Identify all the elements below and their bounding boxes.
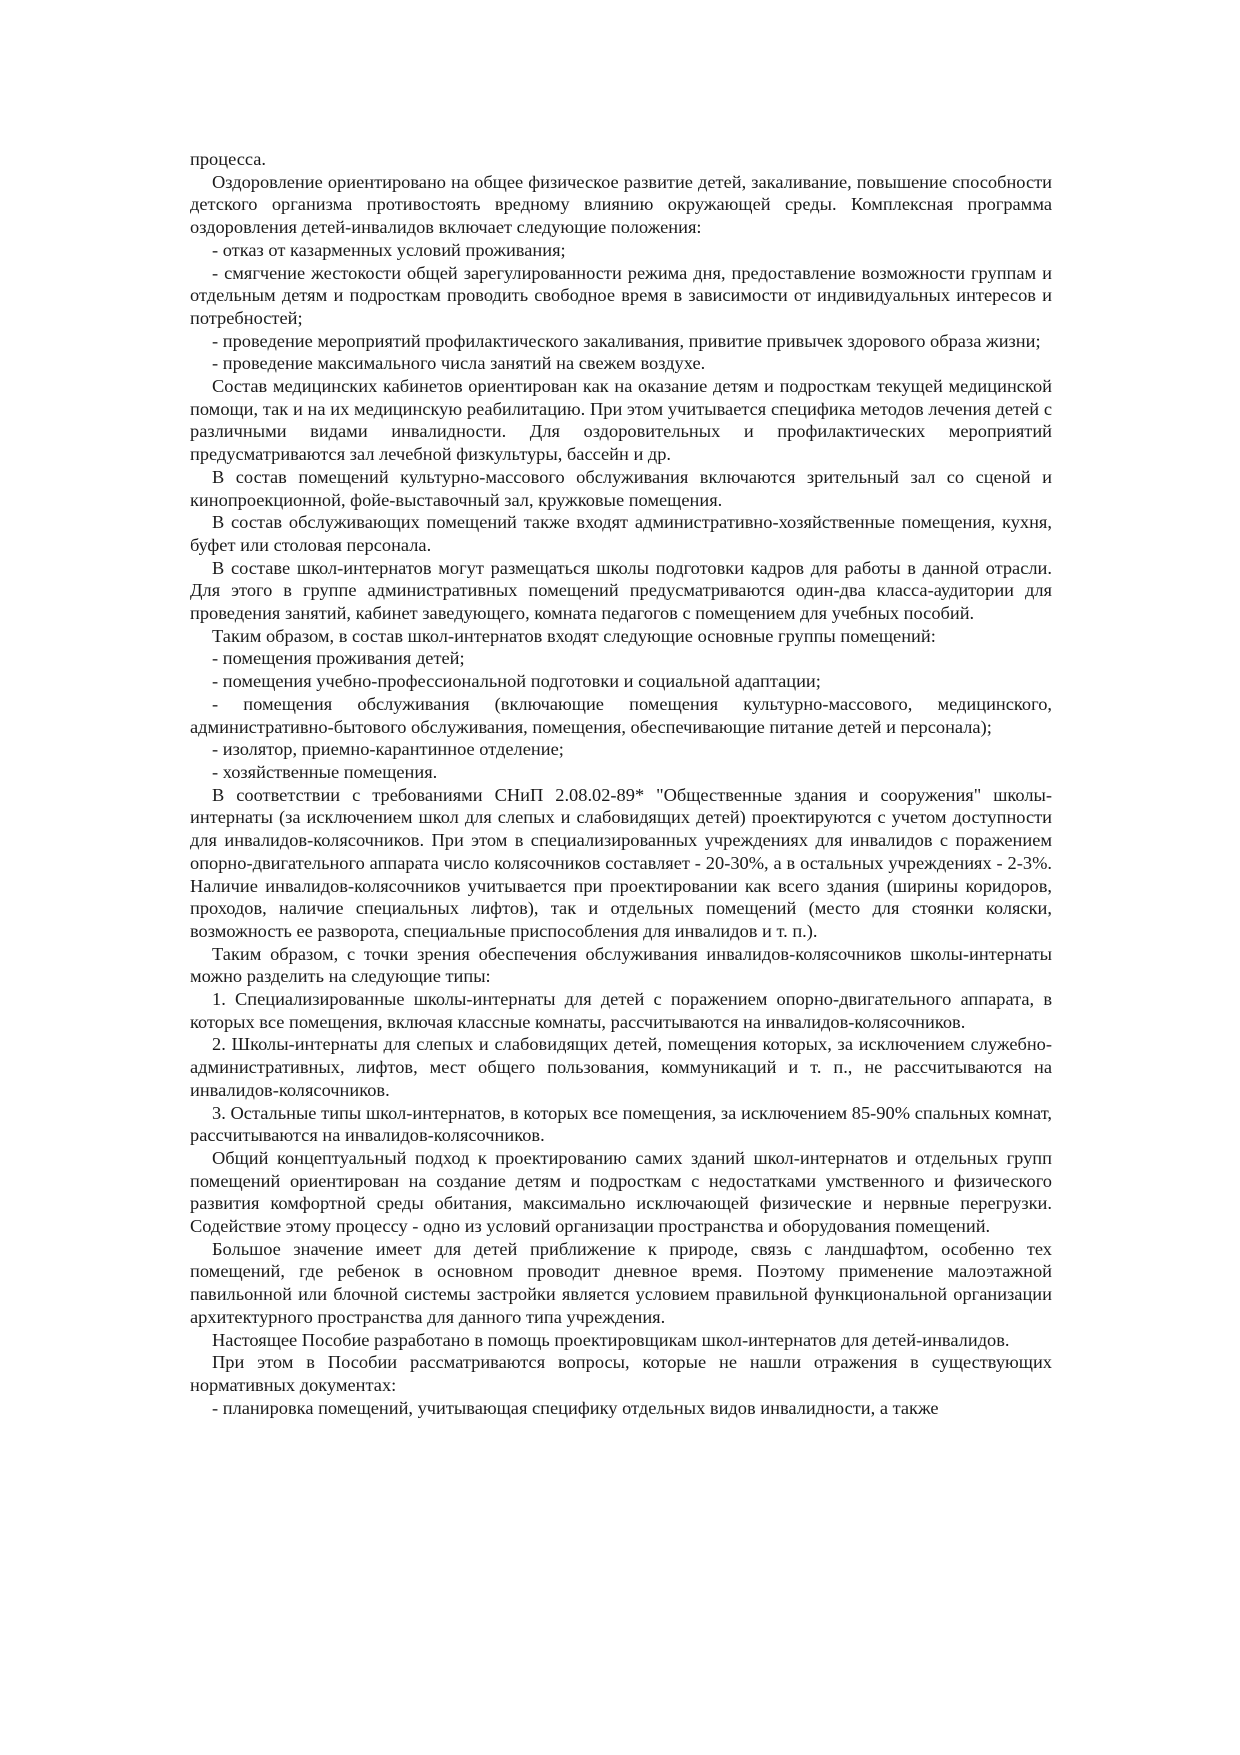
list-item: - помещения учебно-профессиональной подготовки и социальной адаптации; xyxy=(212,671,821,692)
list-item: - отказ от казарменных условий проживания; xyxy=(212,239,566,260)
paragraph: В составе школ-интернатов могут размещаться школы подготовки кадров для работы в данной отрасли. Для этого в группе административных помещений предусматриваются один-два класса-аудитории для проведения занятий, кабинет заведующего, комната педагогов с помещением для учебных пособий. xyxy=(190,557,1052,624)
list-item: - проведение мероприятий профилактического закаливания, привитие привычек здорового образа жизни; xyxy=(212,330,1041,351)
paragraph: процесса. xyxy=(190,149,267,169)
paragraph: Общий концептуальный подход к проектированию самих зданий школ-интернатов и отдельных групп помещений ориентирован на создание детям и подросткам с недостатками умственного и физического развития комфортной среды обитания, максимально исключающей физические и нервные перегрузки. Содействие этому процессу - одно из условий организации пространства и оборудования помещений. xyxy=(190,1147,1052,1237)
paragraph: Оздоровление ориентировано на общее физическое развитие детей, закаливание, повышение способности детского организма противостоять вредному влиянию окружающей среды. Комплексная программа оздоровления детей-инвалидов включает следующие положения: xyxy=(190,171,1052,238)
numbered-item: 2. Школы-интернаты для слепых и слабовидящих детей, помещения которых, за исключением служебно-административных, лифтов, мест общего пользования, коммуникаций и т. п., не рассчитываются на инвалидов-колясочников. xyxy=(190,1034,1052,1100)
list-item: - помещения проживания детей; xyxy=(212,648,465,669)
paragraph: В состав помещений культурно-массового обслуживания включаются зрительный зал со сценой и кинопроекционной, фойе-выставочный зал, кружковые помещения. xyxy=(190,466,1052,510)
document-page xyxy=(190,148,1052,1419)
paragraph: Таким образом, в состав школ-интернатов входят следующие основные группы помещений: xyxy=(212,625,936,646)
list-item: - помещения обслуживания (включающие помещения культурно-массового, медицинского, административно-бытового обслуживания, помещения, обеспечивающие питание детей и персонала); xyxy=(190,693,1052,737)
list-item: - проведение максимального числа занятий на свежем воздухе. xyxy=(212,353,706,374)
list-item: - смягчение жестокости общей зарегулированности режима дня, предоставление возможности группам и отдельным детям и подросткам проводить свободное время в зависимости от индивидуальных интересов и потребностей; xyxy=(190,262,1052,328)
paragraph: При этом в Пособии рассматриваются вопросы, которые не нашли отражения в существующих нормативных документах: xyxy=(190,1352,1052,1395)
paragraph: Состав медицинских кабинетов ориентирован как на оказание детям и подросткам текущей медицинской помощи, так и на их медицинскую реабилитацию. При этом учитывается специфика методов лечения детей с различными видами инвалидности. Для оздоровительных и профилактических мероприятий предусматриваются зал лечебной физкультуры, бассейн и др. xyxy=(190,376,1052,465)
paragraph: Настоящее Пособие разработано в помощь проектировщикам школ-интернатов для детей-инвалидов. xyxy=(212,1329,1010,1350)
numbered-item: 1. Специализированные школы-интернаты для детей с поражением опорно-двигательного аппарата, в которых все помещения, включая классные комнаты, рассчитываются на инвалидов-колясочников. xyxy=(190,989,1052,1032)
paragraph: В состав обслуживающих помещений также входят административно-хозяйственные помещения, кухня, буфет или столовая персонала. xyxy=(190,512,1052,555)
paragraph: Таким образом, с точки зрения обеспечения обслуживания инвалидов-колясочников школы-интернаты можно разделить на следующие типы: xyxy=(190,943,1052,987)
list-item: - хозяйственные помещения. xyxy=(212,761,438,782)
list-item: - планировка помещений, учитывающая специфику отдельных видов инвалидности, а также xyxy=(212,1397,939,1418)
paragraph: Большое значение имеет для детей приближение к природе, связь с ландшафтом, особенно тех помещений, где ребенок в основном проводит дневное время. Поэтому применение малоэтажной павильонной или блочной системы застройки является условием правильной функциональной организации архитектурного пространства для данного типа учреждения. xyxy=(190,1238,1052,1327)
numbered-item: 3. Остальные типы школ-интернатов, в которых все помещения, за исключением 85-90% спальных комнат, рассчитываются на инвалидов-колясочников. xyxy=(190,1102,1052,1146)
list-item: - изолятор, приемно-карантинное отделение; xyxy=(212,739,564,760)
paragraph: В соответствии с требованиями СНиП 2.08.02-89* "Общественные здания и сооружения" школы-интернаты (за исключением школ для слепых и слабовидящих детей) проектируются с учетом доступности для инвалидов-колясочников. При этом в специализированных учреждениях для инвалидов с поражением опорно-двигательного аппарата число колясочников составляет - 20-30%, а в остальных учреждениях - 2-3%. Наличие инвалидов-колясочников учитывается при проектировании как всего здания (ширины коридоров, проходов, наличие специальных лифтов), так и отдельных помещений (место для стоянки коляски, возможность ее разворота, специальные приспособления для инвалидов и т. п.). xyxy=(190,784,1052,941)
